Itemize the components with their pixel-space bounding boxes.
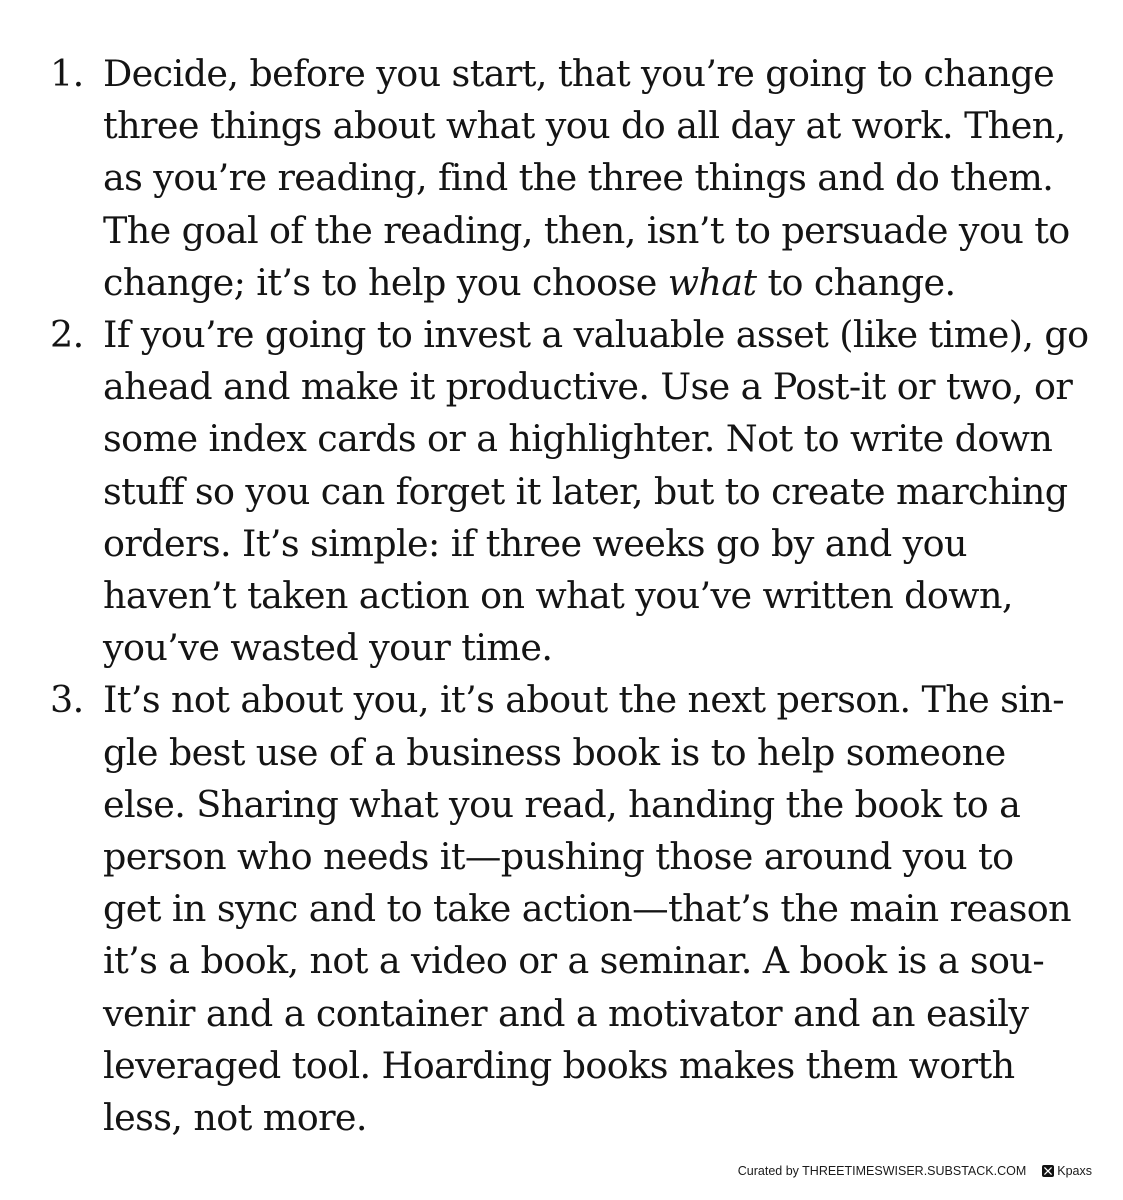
list-item-2 — [50, 309, 1089, 674]
item-number: 3. — [50, 678, 84, 722]
text-line: It’s not about you, it’s about the next person. The sin- — [103, 678, 1064, 722]
numbered-list — [50, 48, 1089, 1144]
curated-by-credit: Curated by THREETIMESWISER.SUBSTACK.COM — [737, 1164, 1027, 1178]
text-line: it’s a book, not a video or a seminar. A book is a sou- — [103, 939, 1045, 983]
text-line: Decide, before you start, that you’re going to change — [103, 52, 1055, 95]
text-segment: change; it’s to help you choose — [103, 260, 668, 304]
text-line: as you’re reading, find the three things and do them. — [103, 156, 1054, 200]
text-line: If you’re going to invest a valuable asset (like time), go — [103, 313, 1089, 357]
text-line: less, not more. — [103, 1096, 367, 1140]
list-item-1 — [50, 48, 1080, 309]
text-line: some index cards or a highlighter. Not to write down — [103, 417, 1053, 461]
text-line: else. Sharing what you read, handing the book to a — [103, 782, 1021, 826]
text-line: gle best use of a business book is to help someone — [103, 730, 1006, 774]
author-handle: Kpaxs — [1057, 1164, 1092, 1178]
text-line: venir and a container and a motivator and an easily — [103, 991, 1029, 1035]
text-line: orders. It’s simple: if three weeks go by and you — [103, 521, 967, 565]
text-segment: to change. — [756, 260, 956, 304]
item-number: 1. — [50, 52, 84, 95]
text-line: get in sync and to take action—that’s the main reason — [103, 887, 1071, 931]
item-text — [103, 48, 1080, 309]
text-line: leveraged tool. Hoarding books makes them worth — [103, 1043, 1015, 1087]
item-text — [103, 309, 1089, 674]
text-line: stuff so you can forget it later, but to create marching — [103, 469, 1068, 513]
text-line: person who needs it—pushing those around you to — [103, 835, 1014, 879]
text-line — [103, 257, 1080, 309]
text-line: you’ve wasted your time. — [103, 626, 553, 670]
text-line: three things about what you do all day at work. Then, — [103, 104, 1066, 148]
list-item-3 — [50, 674, 1080, 1144]
text-line: haven’t taken action on what you’ve written down, — [103, 574, 1013, 618]
text-line: The goal of the reading, then, isn’t to persuade you to — [103, 208, 1070, 252]
emphasized-word: what — [667, 260, 757, 304]
item-text — [103, 674, 1080, 1144]
text-line: ahead and make it productive. Use a Post-it or two, or — [103, 365, 1073, 409]
curation-footer — [738, 1164, 1092, 1178]
item-number: 2. — [50, 313, 84, 357]
x-logo-icon — [1042, 1165, 1054, 1177]
